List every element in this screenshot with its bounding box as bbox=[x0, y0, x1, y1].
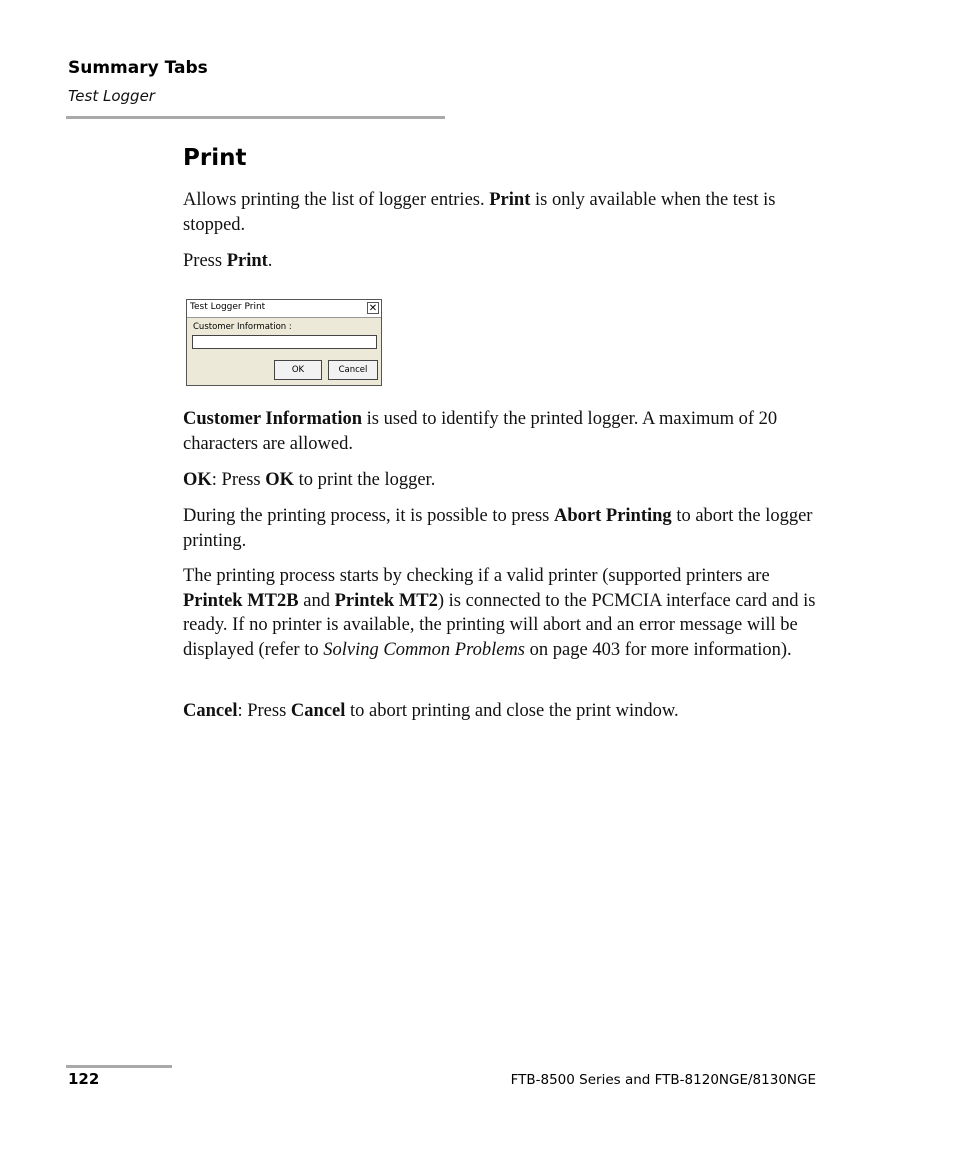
paragraph-ok bbox=[183, 468, 823, 493]
paragraph-customer-information bbox=[183, 407, 823, 456]
dialog-title: Test Logger Print bbox=[190, 302, 266, 312]
paragraph-intro bbox=[183, 188, 823, 237]
page-number: 122 bbox=[68, 1070, 100, 1088]
bold-term: Printek MT2B bbox=[183, 590, 299, 611]
text: Allows printing the list of logger entries. bbox=[183, 190, 490, 210]
text: The printing process starts by checking if a valid printer (supported printers are bbox=[183, 566, 770, 586]
close-icon[interactable]: ✕ bbox=[368, 303, 378, 314]
cancel-button[interactable]: Cancel bbox=[328, 360, 378, 380]
section-title: Print bbox=[183, 145, 247, 171]
text: to abort the logger printing. bbox=[183, 506, 813, 551]
bold-term: Printek MT2 bbox=[334, 590, 438, 611]
text: to print the logger. bbox=[294, 470, 436, 490]
cross-reference-link[interactable]: Solving Common Problems bbox=[323, 640, 526, 661]
dialog-titlebar bbox=[187, 300, 381, 318]
text: . bbox=[267, 251, 273, 271]
bold-term: OK bbox=[265, 470, 295, 490]
bold-term: Cancel bbox=[290, 701, 346, 721]
footer-rule bbox=[66, 1065, 172, 1068]
text: is only available when the test is stopped. bbox=[183, 190, 776, 235]
test-logger-print-dialog bbox=[186, 299, 382, 386]
text: During the printing process, it is possible to press bbox=[183, 506, 554, 526]
text: : Press bbox=[211, 470, 266, 490]
customer-information-label: Customer Information : bbox=[193, 322, 292, 332]
text: ) is connected to the PCMCIA interface card and is ready. If no printer is available, the printing will abort and an error message will be displayed (refer to bbox=[183, 590, 816, 661]
paragraph-press-print bbox=[183, 249, 823, 274]
paragraph-cancel bbox=[183, 699, 823, 724]
running-header-subtitle: Test Logger bbox=[68, 87, 155, 105]
text: and bbox=[298, 590, 335, 611]
text: on page 403 for more information). bbox=[525, 640, 792, 661]
bold-term: Customer Information bbox=[183, 409, 362, 429]
header-rule bbox=[66, 116, 445, 119]
paragraph-abort-printing bbox=[183, 504, 823, 553]
text: is used to identify the printed logger. A maximum of 20 characters are allowed. bbox=[183, 409, 778, 454]
bold-term: OK bbox=[183, 470, 212, 490]
bold-term: Print bbox=[226, 251, 268, 271]
customer-information-input[interactable] bbox=[192, 335, 377, 349]
paragraph-printing-process bbox=[183, 564, 823, 663]
bold-term: Print bbox=[489, 190, 531, 210]
ok-button[interactable]: OK bbox=[274, 360, 322, 380]
text: to abort printing and close the print window. bbox=[345, 701, 679, 721]
running-header-title: Summary Tabs bbox=[68, 58, 208, 78]
bold-term: Cancel bbox=[183, 701, 238, 721]
footer-document-title: FTB-8500 Series and FTB-8120NGE/8130NGE bbox=[510, 1072, 816, 1088]
bold-term: Abort Printing bbox=[554, 506, 672, 526]
text: Press bbox=[183, 251, 227, 271]
text: : Press bbox=[237, 701, 291, 721]
